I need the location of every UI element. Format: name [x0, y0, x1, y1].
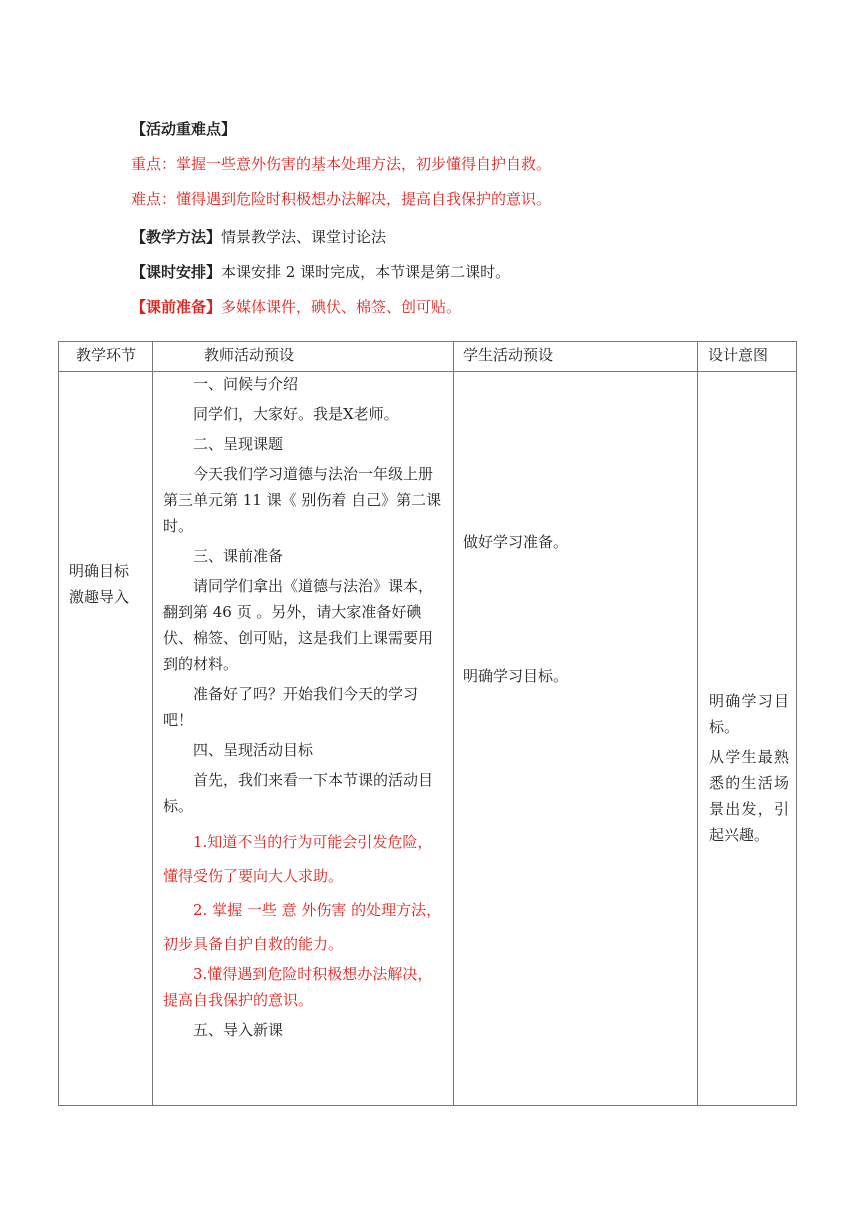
lesson-prep [131, 297, 461, 317]
teaching-method [131, 227, 386, 247]
teacher-s4-title: 四、呈现活动目标 [193, 741, 314, 759]
teaching-method-value: 情景教学法、课堂讨论法 [221, 228, 387, 246]
key-point: 重点：掌握一些意外伤害的基本处理方法，初步懂得自护自救。 [131, 155, 552, 173]
teacher-cell [163, 371, 444, 1043]
lesson-plan-table [58, 341, 797, 1106]
lesson-schedule-label: 【课时安排】 [131, 263, 222, 281]
student-item-1: 做好学习准备。 [463, 533, 569, 551]
col-header-stage: 教学环节 [76, 346, 137, 364]
lesson-prep-value: 多媒体课件，碘伏、棉签、创可贴。 [221, 298, 462, 316]
col-header-intent: 设计意图 [708, 346, 769, 364]
intent-p2: 从学生最熟悉的生活场景出发，引起兴趣。 [709, 748, 789, 844]
section-heading: 【活动重难点】 [131, 120, 237, 138]
teaching-method-label: 【教学方法】 [131, 228, 222, 246]
lesson-schedule [131, 262, 510, 282]
teacher-s2-body: 今天我们学习道德与法治一年级上册第三单元第 11 课《 别伤着 自己》第二课时。 [163, 465, 442, 535]
difficult-point: 难点：懂得遇到危险时积极想办法解决，提高自我保护的意识。 [131, 190, 552, 208]
stage-line-1: 明确目标 [69, 562, 130, 580]
goal-3: 3.懂得遇到危险时积极想办法解决，提高自我保护的意识。 [163, 965, 433, 1009]
intent-cell [709, 688, 789, 848]
student-item-2: 明确学习目标。 [463, 667, 569, 685]
lesson-prep-label: 【课前准备】 [131, 298, 222, 316]
teacher-s1-body: 同学们，大家好。我是X老师。 [193, 405, 399, 423]
stage-cell [69, 558, 147, 610]
teacher-s2-title: 二、呈现课题 [193, 435, 284, 453]
teacher-s1-title: 一、问候与介绍 [193, 375, 299, 393]
teacher-s3-title: 三、课前准备 [193, 547, 284, 565]
col-header-teacher: 教师活动预设 [204, 346, 295, 364]
teacher-s4-body: 首先，我们来看一下本节课的活动目标。 [163, 771, 434, 815]
lesson-schedule-value: 本课安排 2 课时完成，本节课是第二课时。 [221, 263, 511, 281]
teacher-s3-body: 请同学们拿出《道德与法治》课本，翻到第 46 页 。另外，请大家准备好碘伏、棉签、创可贴，这是我们上课需要用到的材料。 [163, 577, 434, 673]
col-header-student: 学生活动预设 [463, 346, 554, 364]
stage-line-2: 激趣导入 [69, 588, 130, 606]
goal-1: 1.知道不当的行为可能会引发危险，懂得受伤了要向大人求助。 [163, 833, 433, 885]
teacher-s5-title: 五、导入新课 [193, 1021, 284, 1039]
goal-2: 2. 掌握 一些 意 外伤害 的处理方法，初步具备自护自救的能力。 [163, 901, 442, 953]
teacher-s3-body2: 准备好了吗？开始我们今天的学习吧！ [163, 685, 419, 729]
intent-p1: 明确学习目标。 [709, 692, 789, 736]
